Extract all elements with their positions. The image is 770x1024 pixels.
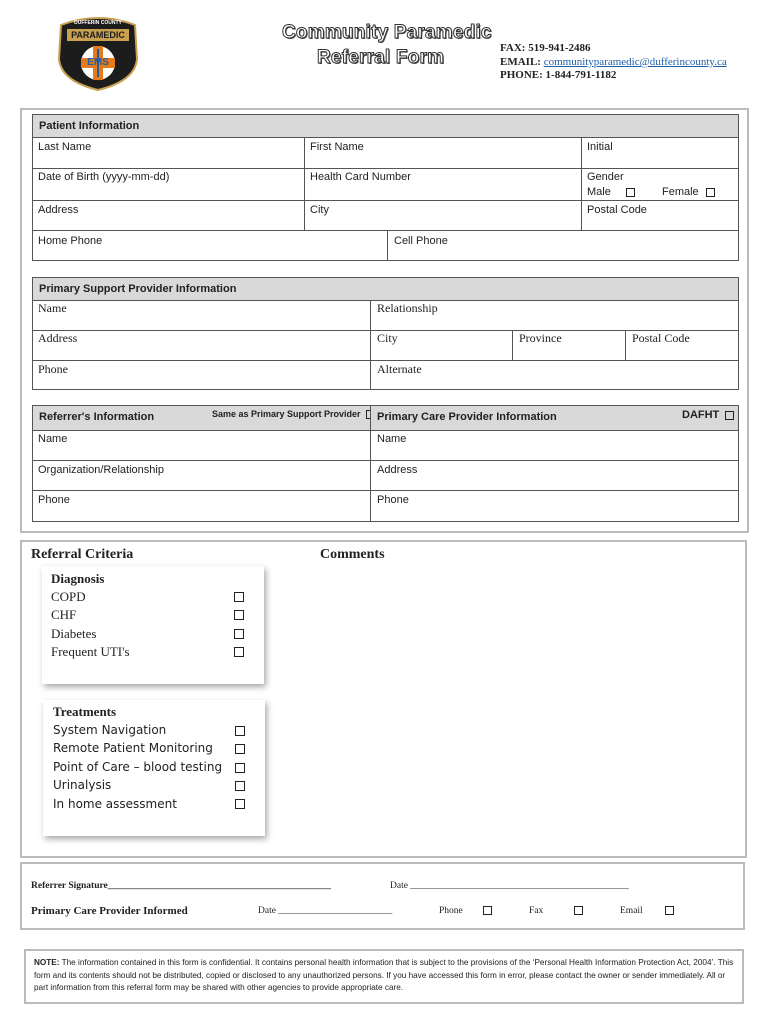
email-link[interactable]: communityparamedic@dufferincounty.ca	[543, 56, 727, 68]
pcp-date-field[interactable]: Date ________________________	[258, 906, 393, 916]
support-info-header: Primary Support Provider Information	[32, 277, 739, 301]
support-name-field[interactable]: Name	[38, 301, 67, 315]
informed-email-checkbox[interactable]	[665, 906, 674, 915]
patient-info-table	[32, 137, 739, 261]
treatment-item: Remote Patient Monitoring	[53, 741, 213, 755]
treatment-item: System Navigation	[53, 723, 167, 737]
informed-phone-checkbox[interactable]	[483, 906, 492, 915]
female-checkbox[interactable]	[706, 188, 715, 197]
form-title-line2: Referral Form	[317, 47, 445, 68]
gender-female-option[interactable]	[662, 186, 715, 198]
first-name-field[interactable]: First Name	[310, 141, 364, 153]
logo	[55, 15, 141, 91]
informed-phone-option[interactable]	[439, 906, 492, 916]
dafht-label: DAFHT	[682, 409, 720, 421]
uti-checkbox[interactable]	[234, 647, 244, 657]
note-label: NOTE:	[34, 958, 60, 967]
dafht-option[interactable]	[682, 409, 734, 421]
primary-care-heading: Primary Care Provider Information	[377, 411, 557, 423]
pcp-name-field[interactable]: Name	[377, 433, 407, 445]
copd-checkbox[interactable]	[234, 592, 244, 602]
treatment-item: Point of Care – blood testing	[53, 760, 223, 774]
informed-fax-option[interactable]	[529, 906, 583, 916]
ems-badge-icon	[55, 15, 141, 91]
informed-fax-label: Fax	[529, 906, 544, 916]
point-of-care-checkbox[interactable]	[235, 763, 245, 773]
support-city-field[interactable]: City	[377, 331, 398, 345]
city-field[interactable]: City	[310, 204, 329, 216]
support-address-field[interactable]: Address	[38, 331, 78, 345]
female-label: Female	[662, 186, 699, 198]
diagnosis-item: Diabetes	[51, 626, 97, 641]
referrer-signature-label: Referrer Signature_______________________________________________	[31, 881, 332, 891]
home-phone-field[interactable]: Home Phone	[38, 235, 103, 247]
logo-ems-text: EMS	[87, 57, 109, 68]
male-checkbox[interactable]	[626, 188, 635, 197]
note-text: The information contained in this form is confidential. It contains personal health information that is subject to the provisions of the ‘Personal Health Information Protection Act, 2004’. This form and its contents should not be distributed, copied or disclosed to any unauthorized persons. If you have accessed this form in error, please contact the owner or sender immediately. All or part information from this referral form may be shared with other agencies to provide appropriate care.	[34, 958, 734, 992]
referrer-org-field[interactable]: Organization/Relationship	[38, 464, 164, 476]
referrer-signature-line[interactable]	[31, 881, 331, 891]
remote-monitoring-checkbox[interactable]	[235, 744, 245, 754]
patient-info-header: Patient Information	[32, 114, 739, 138]
referral-criteria-heading: Referral Criteria	[31, 547, 134, 562]
home-assessment-checkbox[interactable]	[235, 799, 245, 809]
signature-frame	[20, 862, 745, 930]
male-label: Male	[587, 186, 611, 198]
same-as-label: Same as Primary Support Provider	[212, 409, 361, 419]
initial-field[interactable]: Initial	[587, 141, 613, 153]
diabetes-checkbox[interactable]	[234, 629, 244, 639]
same-as-option[interactable]	[212, 409, 375, 419]
gender-label: Gender	[587, 171, 624, 183]
informed-fax-checkbox[interactable]	[574, 906, 583, 915]
gender-male-option[interactable]	[587, 186, 635, 198]
referrer-name-field[interactable]: Name	[38, 433, 68, 445]
health-card-field[interactable]: Health Card Number	[310, 171, 411, 183]
dob-field[interactable]: Date of Birth (yyyy-mm-dd)	[38, 171, 170, 183]
treatments-heading: Treatments	[53, 704, 117, 719]
comments-area[interactable]	[312, 568, 737, 848]
referrer-heading: Referrer's Information	[39, 411, 155, 423]
pcp-informed-label: Primary Care Provider Informed	[31, 905, 188, 917]
cell-phone-field[interactable]: Cell Phone	[394, 235, 448, 247]
comments-heading: Comments	[320, 547, 385, 562]
diagnosis-item: Frequent UTI's	[51, 644, 130, 659]
logo-top-text: DUFFERIN COUNTY	[74, 20, 122, 26]
fax-number: FAX: 519-941-2486	[500, 42, 591, 54]
pcp-address-field[interactable]: Address	[377, 464, 418, 476]
dafht-checkbox[interactable]	[725, 411, 734, 420]
pcp-phone-field[interactable]: Phone	[377, 494, 409, 506]
address-field[interactable]: Address	[38, 204, 79, 216]
support-alternate-field[interactable]: Alternate	[377, 362, 422, 376]
referrer-phone-field[interactable]: Phone	[38, 494, 70, 506]
support-postal-field[interactable]: Postal Code	[632, 331, 690, 345]
chf-checkbox[interactable]	[234, 610, 244, 620]
postal-code-field[interactable]: Postal Code	[587, 204, 647, 216]
signature-date-field[interactable]: Date ______________________________________________	[390, 881, 629, 891]
treatment-item: In home assessment	[53, 797, 177, 811]
form-title-line1: Community Paramedic	[282, 22, 492, 43]
email-label: EMAIL:	[500, 56, 541, 68]
diagnosis-item: COPD	[51, 589, 86, 604]
phone-number: PHONE: 1-844-791-1182	[500, 69, 617, 81]
system-navigation-checkbox[interactable]	[235, 726, 245, 736]
support-phone-field[interactable]: Phone	[38, 362, 68, 376]
urinalysis-checkbox[interactable]	[235, 781, 245, 791]
diagnosis-item: CHF	[51, 607, 77, 622]
support-relationship-field[interactable]: Relationship	[377, 301, 438, 315]
email-line	[500, 56, 727, 68]
support-province-field[interactable]: Province	[519, 331, 562, 345]
informed-email-option[interactable]	[620, 906, 674, 916]
informed-phone-label: Phone	[439, 906, 463, 916]
confidentiality-note	[34, 957, 734, 995]
informed-email-label: Email	[620, 906, 643, 916]
last-name-field[interactable]: Last Name	[38, 141, 92, 153]
diagnosis-heading: Diagnosis	[51, 571, 105, 586]
logo-main-text: PARAMEDIC	[71, 30, 125, 40]
treatment-item: Urinalysis	[53, 778, 112, 792]
